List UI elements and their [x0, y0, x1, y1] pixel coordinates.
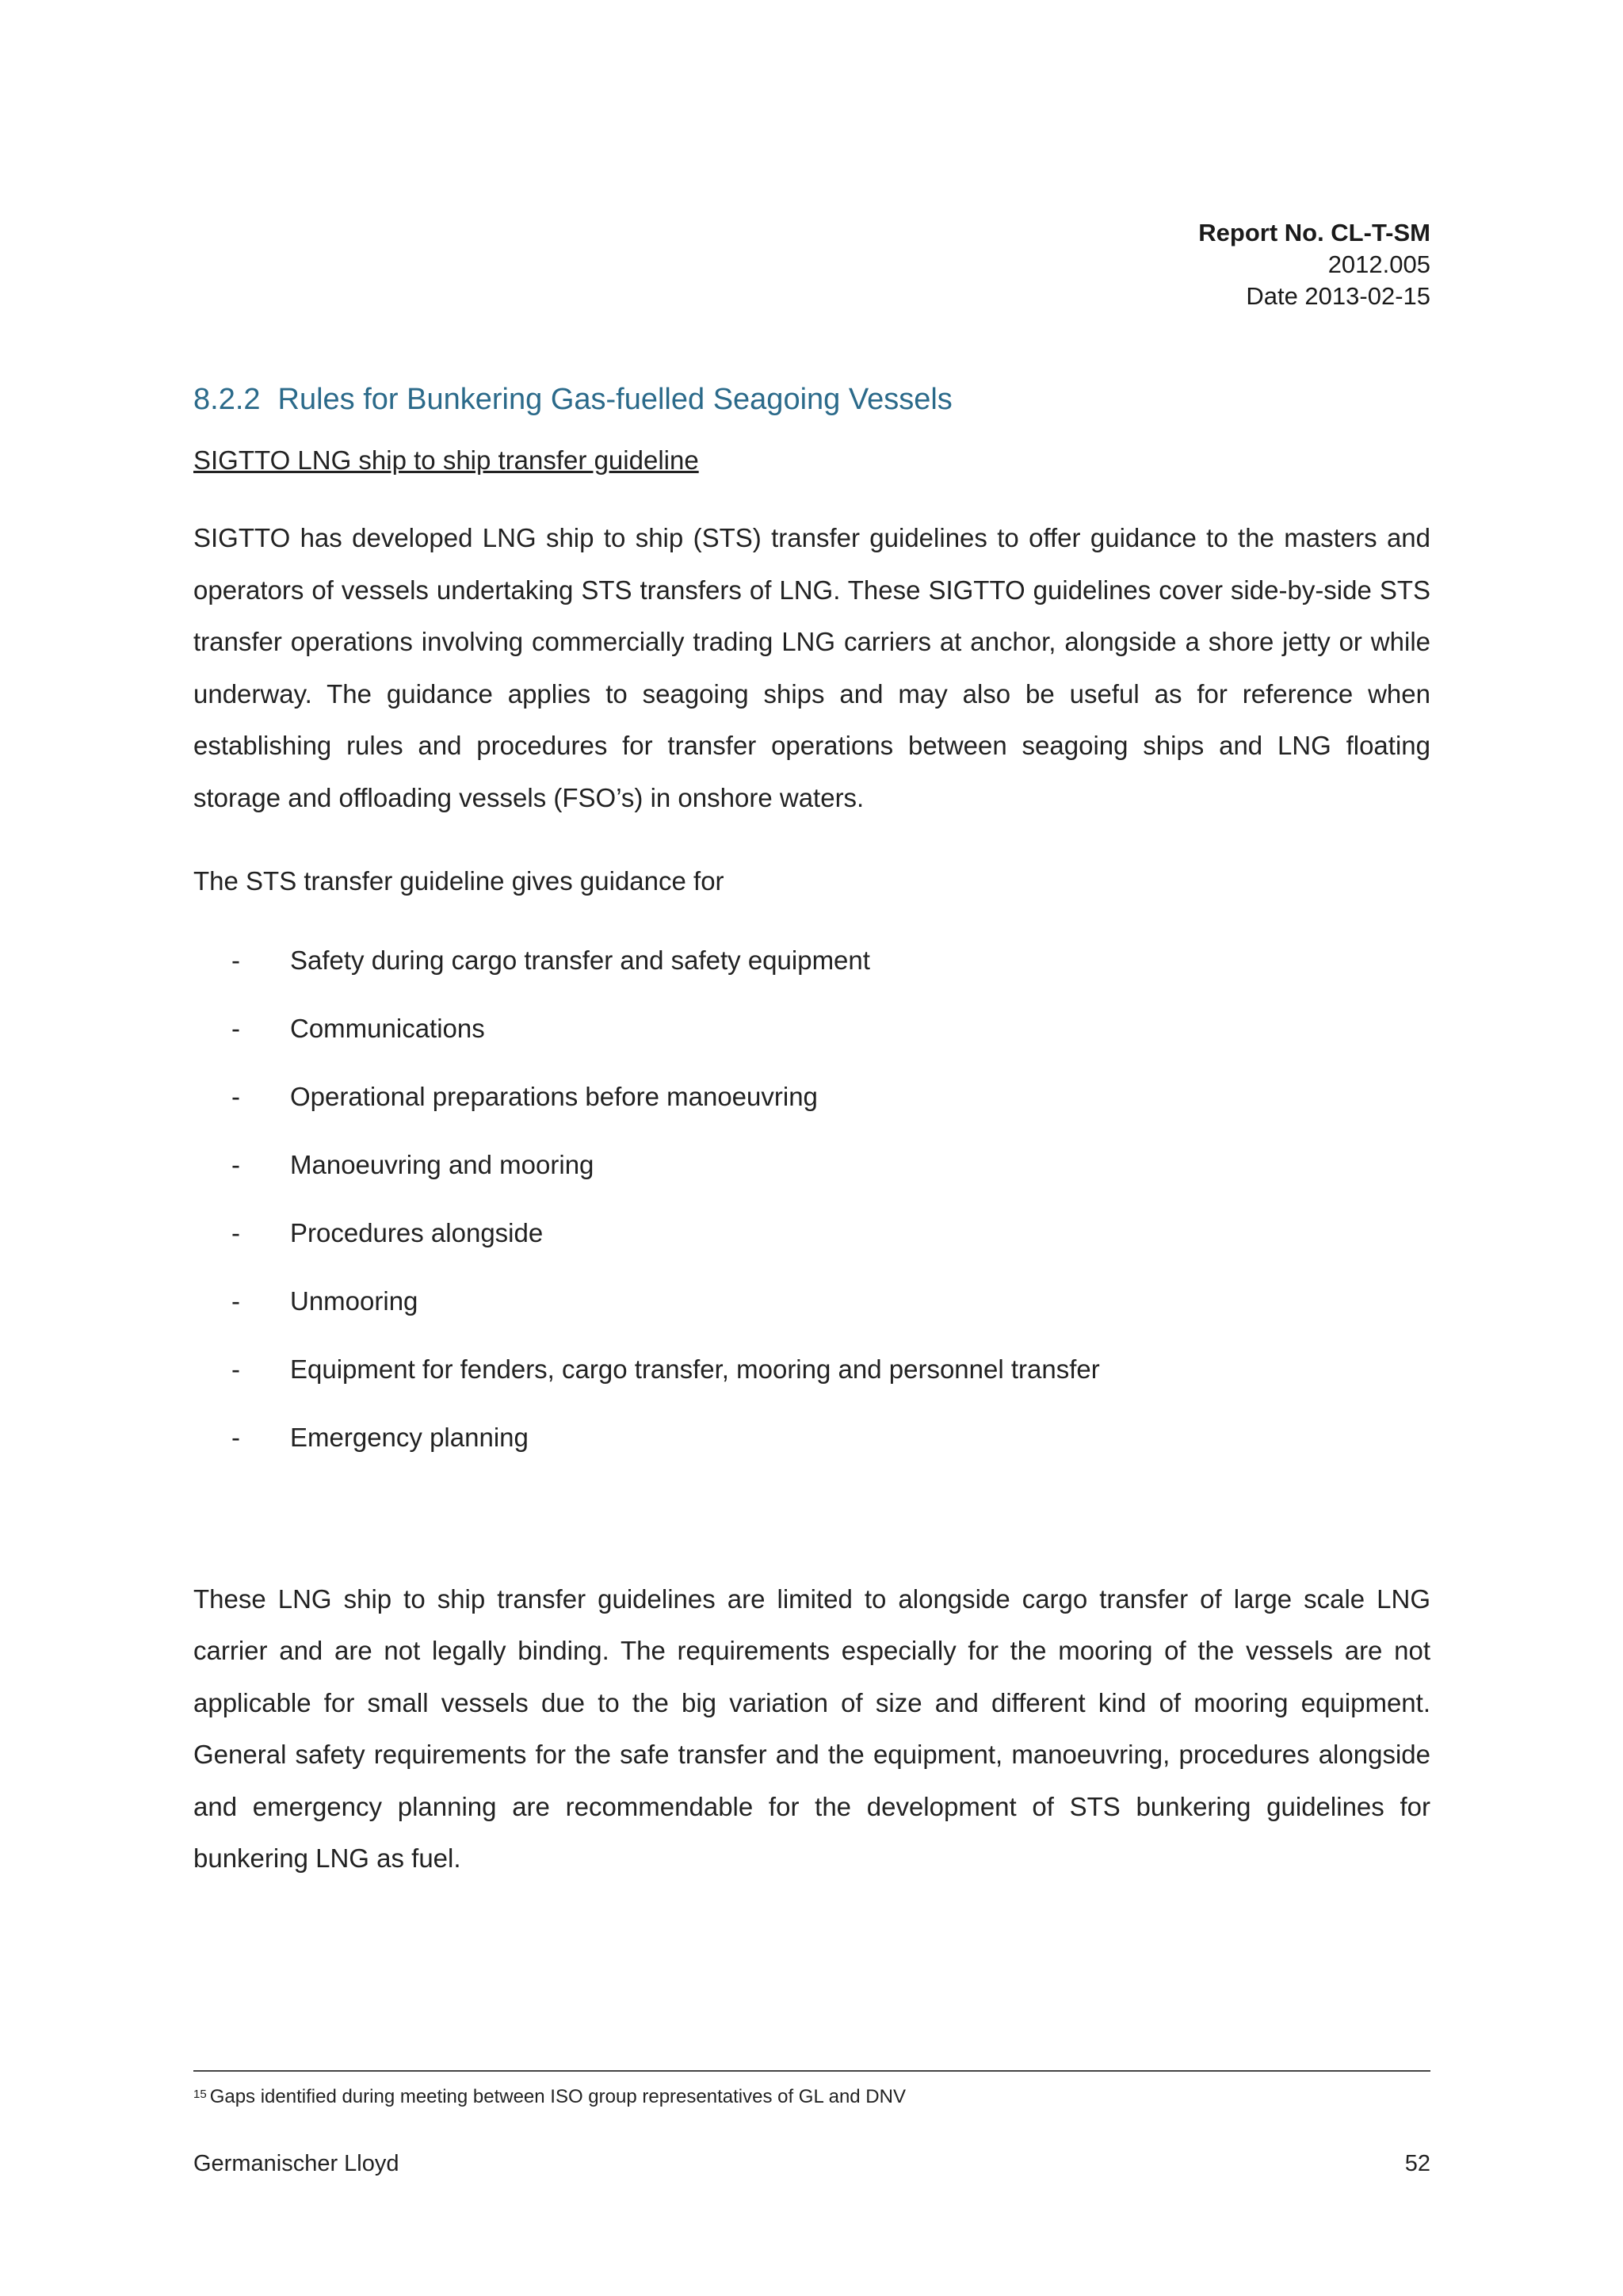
report-header: [1198, 217, 1430, 312]
report-number-label: Report No. CL-T-SM: [1198, 219, 1430, 246]
guidance-intro: The STS transfer guideline gives guidance for: [193, 866, 724, 896]
report-number-value: 2012.005: [1327, 250, 1430, 278]
paragraph-limitations: These LNG ship to ship transfer guidelines are limited to alongside cargo transfer of large scale LNG carrier and are not legally binding. The requirements especially for the mooring of the vessels are not applicable for small vessels due to the big variation of size and different kind of mooring equipment. General safety requirements for the safe transfer and the equipment, manoeuvring, procedures alongside and emergency planning are recommendable for the development of STS bunkering guidelines for bunkering LNG as fuel.: [193, 1584, 1430, 1873]
footnote-divider: [193, 2070, 1430, 2072]
bullet-dash: -: [231, 1354, 240, 1384]
bullet-dash: -: [231, 1286, 240, 1316]
paragraph-sigtto-overview: SIGTTO has developed LNG ship to ship (STS) transfer guidelines to offer guidance to the masters and operators of vessels undertaking STS transfers of LNG. These SIGTTO guidelines cover side-by-side STS transfer operations involving commercially trading LNG carriers at anchor, alongside a shore jetty or while underway. The guidance applies to seagoing ships and may also be useful as for reference when establishing rules and procedures for transfer operations between seagoing ships and LNG floating storage and offloading vessels (FSO’s) in onshore waters.: [193, 523, 1430, 812]
footer-organization: Germanischer Lloyd: [193, 2151, 399, 2176]
list-item: - Unmooring: [193, 1282, 1430, 1350]
bullet-dash: -: [231, 945, 240, 975]
list-item: - Emergency planning: [193, 1418, 1430, 1486]
footnote-text: Gaps identified during meeting between ISO group representatives of GL and DNV: [209, 2086, 906, 2107]
bullet-dash: -: [231, 1217, 240, 1247]
section-number: 8.2.2: [193, 383, 261, 416]
report-date: Date 2013-02-15: [1246, 282, 1430, 310]
bullet-dash: -: [231, 1081, 240, 1111]
guidance-list: [193, 941, 1430, 1486]
list-item: - Procedures alongside: [193, 1213, 1430, 1282]
list-item: - Safety during cargo transfer and safety equipment: [193, 941, 1430, 1009]
section-heading: [193, 374, 1430, 425]
subheading: SIGTTO LNG ship to ship transfer guideline: [193, 445, 699, 475]
list-item: - Equipment for fenders, cargo transfer, mooring and personnel transfer: [193, 1350, 1430, 1418]
footnote-marker: 15: [193, 2088, 207, 2101]
footnote: [193, 2083, 906, 2109]
bullet-dash: -: [231, 1013, 240, 1043]
section-title: Rules for Bunkering Gas-fuelled Seagoing Vessels: [277, 383, 953, 416]
list-item: - Operational preparations before manoeuvring: [193, 1077, 1430, 1145]
list-item: - Communications: [193, 1009, 1430, 1077]
page-number: 52: [1404, 2151, 1430, 2176]
main-content: [193, 374, 1430, 1885]
bullet-dash: -: [231, 1422, 240, 1452]
bullet-dash: -: [231, 1149, 240, 1179]
list-item: - Manoeuvring and mooring: [193, 1145, 1430, 1213]
